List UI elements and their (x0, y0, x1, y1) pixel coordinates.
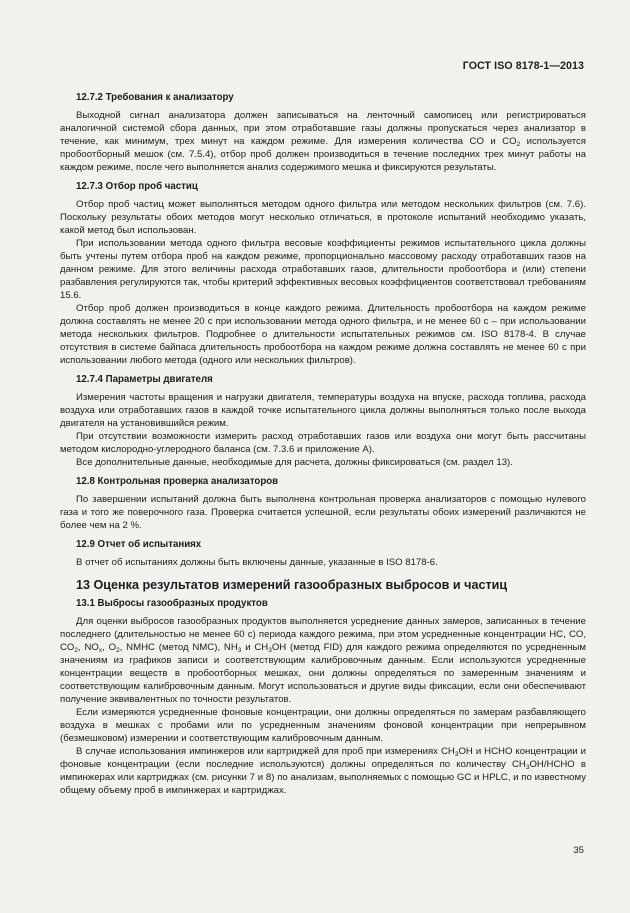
paragraph-12-7-3-1: Отбор проб частиц может выполняться методом одного фильтра или методом нескольких фильтров (см. 7.6). Поскольку результаты обоих методов могут несколько отличаться, в протоколе испытаний необходимо указать, какой метод был использован. (60, 199, 586, 236)
paragraph-12-7-3-2: При использовании метода одного фильтра весовые коэффициенты режимов испытательного цикла должны быть учтены путем отбора проб на каждом режиме, пропорционально массовому расходу отработавших газов на данном режиме. Для этого величины расхода отработавших газов, длительности пробоотбора и (или) степени разбавления регулируются так, чтобы критерий эффективных весовых коэффициентов соответствовал требованиям 15.6. (60, 238, 586, 301)
paragraph-13-1-2: Если измеряются усредненные фоновые концентрации, они должны определяться по замерам разбавляющего воздуха в мешках с пробами или по усредненным значениям фоновой концентрации при непрерывном (безмешковом) измерении и соответствующим калибровочным данным. (60, 707, 586, 744)
paragraph-13-1-1: Для оценки выбросов газообразных продуктов выполняется усреднение данных замеров, записанных в течение последнего (длительностью не менее 60 с) периода каждого режима, при этом усредненные концентрации HC, CO, $CO_2$, $NO_x$, $O_2$, NMHC (метод NMC), $NH_3$ и $CH_3OH$ (метод FID) для каждого режима определяются по усредненным значениям из графиков записи и соответствующим калибровочным данным. Если используются усредненные концентрации веществ в пробоотборных мешках, они должны определяться по замеренным значениям и соответствующим калибровочным данным. Могут использоваться и другие виды фиксации, если они обеспечивают получение эквивалентных по точности результатов. (60, 616, 586, 705)
paragraph-12-7-4-2: При отсутствии возможности измерить расход отработавших газов или воздуха они могут быть рассчитаны методом кислородно-углеродного баланса (см. 7.3.6 и приложение А). (60, 431, 586, 455)
heading-13: 13 Оценка результатов измерений газообразных выбросов и частиц (76, 578, 508, 592)
paragraph-12-9-1: В отчет об испытаниях должны быть включены данные, указанные в ISO 8178-6. (76, 557, 438, 568)
paragraph-13-1-3: В случае использования импинжеров или картриджей для проб при измерениях $CH_3OH$ и HCHO концентрации и фоновые концентрации (если последние используются) должны определяться по количеству $CH_3OH$/HCHO в импинжерах или картриджах (см. рисунки 7 и 8) по анализам, выполняемых с помощью GC и HPLC, и по известному общему объему проб в импинжерах и картриджах. (60, 746, 586, 796)
heading-12-7-3: 12.7.3 Отбор проб частиц (76, 181, 198, 192)
paragraph-12-7-4-1: Измерения частоты вращения и нагрузки двигателя, температуры воздуха на впуске, расхода топлива, расхода воздуха или отработавших газов в каждой точке испытательного цикла должны выполняться только после выхода двигателя на установившийся режим. (60, 392, 586, 429)
document-id-header: ГОСТ ISO 8178-1—2013 (462, 60, 584, 72)
heading-13-1: 13.1 Выбросы газообразных продуктов (76, 598, 268, 609)
page-number: 35 (573, 845, 584, 856)
paragraph-12-8-1: По завершении испытаний должна быть выполнена контрольная проверка анализаторов с помощью нулевого газа и того же поверочного газа. Проверка считается успешной, если результаты обоих измерений различаются не более чем на 2 %. (60, 494, 586, 531)
paragraph-12-7-4-3: Все дополнительные данные, необходимые для расчета, должны фиксироваться (см. раздел 13). (76, 457, 513, 468)
heading-12-9: 12.9 Отчет об испытаниях (76, 539, 202, 550)
heading-12-8: 12.8 Контрольная проверка анализаторов (76, 476, 279, 487)
paragraph-12-7-2-1: Выходной сигнал анализатора должен записываться на ленточный самописец или регистрироваться аналогичной системой сбора данных, при этом отработавшие газы должны пропускаться через анализатор в течение, как минимум, трех минут на каждом режиме. Для измерения количества CO и $CO_2$ используется пробоотборный мешок (см. 7.5.4), отбор проб должен производиться в течение последних трех минут работы на каждом режиме, после чего выполняется анализ содержимого мешка и фиксируются результаты. (60, 110, 586, 173)
page-content (60, 91, 586, 797)
heading-12-7-2: 12.7.2 Требования к анализатору (76, 92, 234, 103)
paragraph-12-7-3-3: Отбор проб должен производиться в конце каждого режима. Длительность пробоотбора на каждом режиме должна составлять не менее 20 с при использовании метода одного фильтра, и не менее 60 с – при использовании метода нескольких фильтров. Подробнее о длительности испытательных режимов см. ISO 8178-4. В случае отсутствия в системе байпаса длительность пробоотбора на каждом режиме должна составлять не менее 60 с при использовании любого метода (одного или нескольких фильтров). (60, 303, 586, 366)
heading-12-7-4: 12.7.4 Параметры двигателя (76, 374, 213, 385)
